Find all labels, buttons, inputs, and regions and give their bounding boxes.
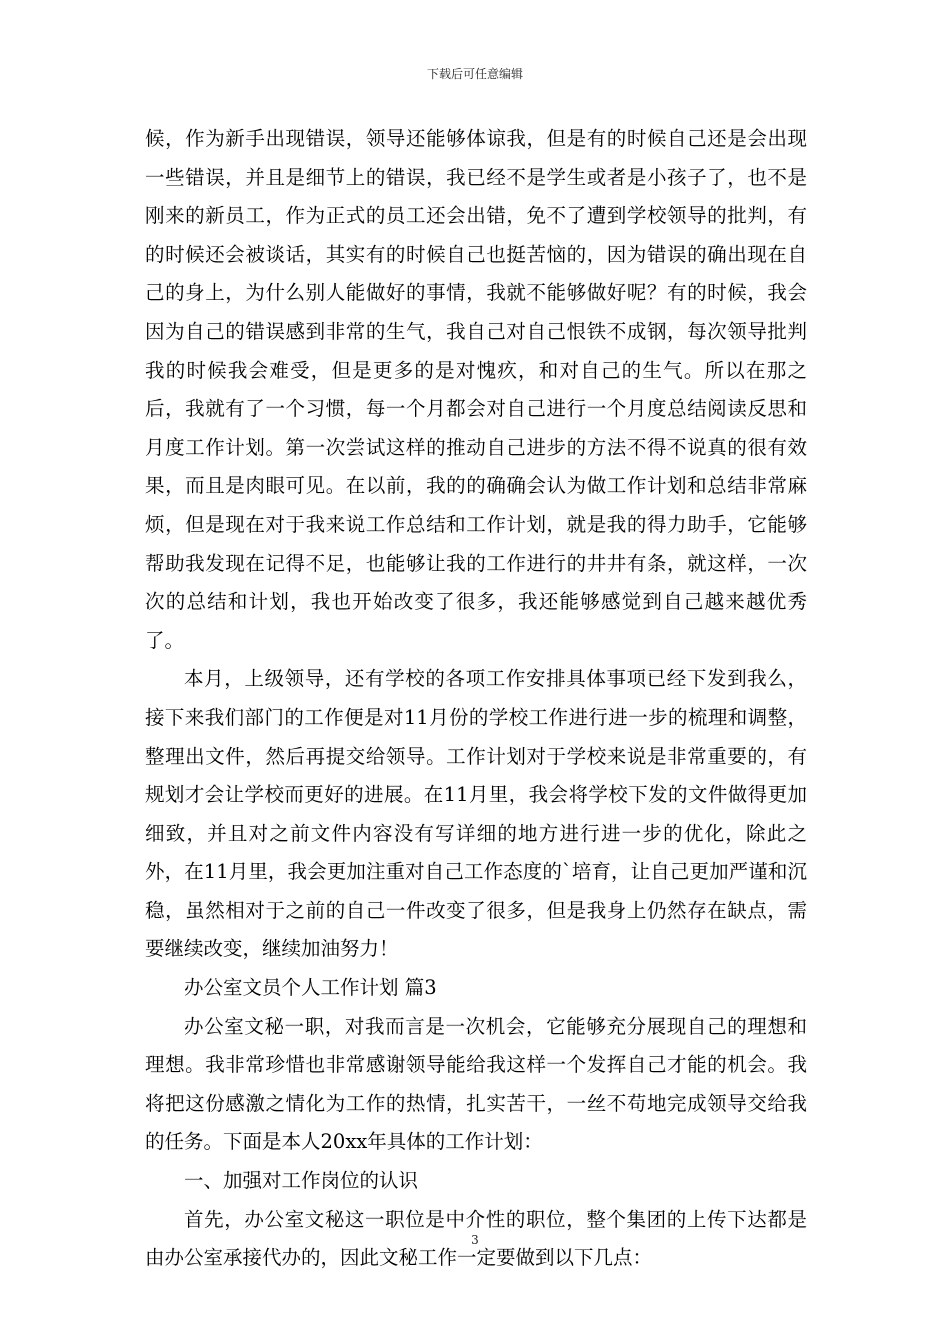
subsection-heading: 一、加强对工作岗位的认识 <box>184 1169 419 1193</box>
document-body <box>145 120 807 1278</box>
section-title: 办公室文员个人工作计划 篇3 <box>184 976 437 1000</box>
page-header: 下载后可任意编辑 <box>426 67 523 81</box>
paragraph-continuation: 候，作为新手出现错误，领导还能够体谅我，但是有的时候自己还是会出现一些错误，并且是细节上的错误，我已经不是学生或者是小孩子了，也不是刚来的新员工，作为正式的员工还会出错，免不了遭到学校领导的批判，有的时候还会被谈话，其实有的时候自己也挺苦恼的，因为错误的确出现在自己的身上，为什么别人能做好的事情，我就不能够做好呢？有的时候，我会因为自己的错误感到非常的生气，我自己对自己恨铁不成钢，每次领导批判我的时候我会难受，但是更多的是对愧疚，和对自己的生气。所以在那之后，我就有了一个习惯，每一个月都会对自己进行一个月度总结阅读反思和月度工作计划。第一次尝试这样的推动自己进步的方法不得不说真的很有效果，而且是肉眼可见。在以前，我的的确确会认为做工作计划和总结非常麻烦，但是现在对于我来说工作总结和工作计划，就是我的得力助手，它能够帮助我发现在记得不足，也能够让我的工作进行的井井有条，就这样，一次次的总结和计划，我也开始改变了很多，我还能够感觉到自己越来越优秀了。 <box>145 127 807 652</box>
paragraph-first-point: 首先，办公室文秘这一职位是中介性的职位，整个集团的上传下达都是由办公室承接代办的，因此文秘工作一定要做到以下几点： <box>145 1207 807 1270</box>
page-number: 3 <box>471 1233 479 1247</box>
paragraph-intro: 办公室文秘一职，对我而言是一次机会，它能够充分展现自己的理想和理想。我非常珍惜也非常感谢领导能给我这样一个发挥自己才能的机会。我将把这份感激之情化为工作的热情，扎实苦干，一丝不苟地完成领导交给我的任务。下面是本人20xx年具体的工作计划： <box>145 1014 807 1154</box>
paragraph-monthly-plan: 本月，上级领导，还有学校的各项工作安排具体事项已经下发到我么，接下来我们部门的工作便是对11月份的学校工作进行进一步的梳理和调整，整理出文件，然后再提交给领导。工作计划对于学校来说是非常重要的，有规划才会让学校而更好的进展。在11月里，我会将学校下发的文件做得更加细致，并且对之前文件内容没有写详细的地方进行进一步的优化，除此之外，在11月里，我会更加注重对自己工作态度的`培育，让自己更加严谨和沉稳，虽然相对于之前的自己一件改变了很多，但是我身上仍然存在缺点，需要继续改变，继续加油努力！ <box>145 667 807 961</box>
